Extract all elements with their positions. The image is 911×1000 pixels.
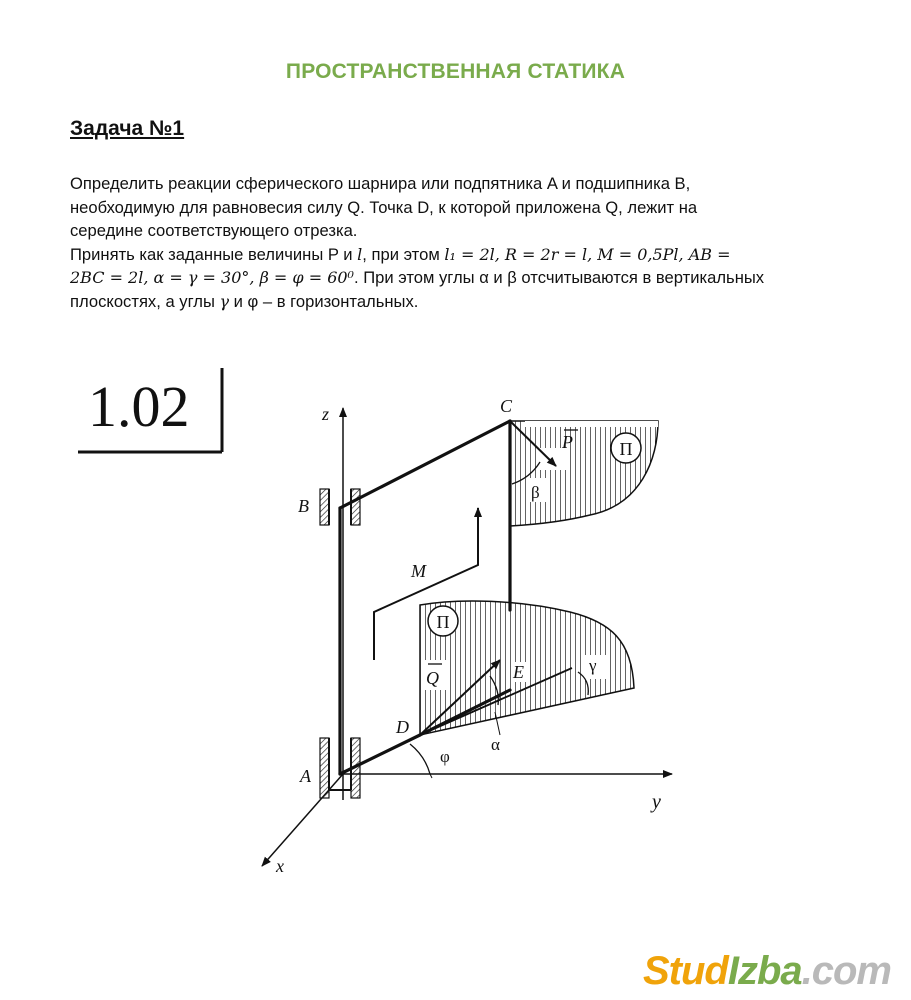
formula-1: l₁ = 2l, R = 2r = l, M = 0,5Pl, AB =: [444, 244, 731, 264]
task-line-6-gamma: γ: [219, 291, 230, 311]
label-d: D: [396, 717, 409, 737]
task-heading: Задача №1: [70, 117, 185, 140]
label-pi-lower: П: [436, 612, 450, 632]
page-title: ПРОСТРАНСТВЕННАЯ СТАТИКА: [285, 60, 626, 83]
task-line-5-b: . При этом углы α и β отсчитываются в вертикальных: [353, 268, 765, 287]
phi-arc: [410, 744, 430, 774]
task-line-6-a: плоскостях, а углы: [70, 291, 220, 311]
x-axis: [262, 774, 343, 866]
label-z: z: [322, 404, 330, 424]
label-m: M: [411, 561, 426, 581]
task-line-3: середине соответствующего отрезка.: [70, 221, 358, 240]
formula-2: 2BC = 2l, α = γ = 30°, β = φ = 60⁰: [70, 268, 354, 287]
task-line-4-a: Принять как заданные величины P и: [70, 244, 358, 264]
task-line-5: [70, 266, 860, 290]
task-line-4-b: , при этом: [362, 244, 445, 264]
figure-number: 1.02: [88, 374, 190, 439]
label-b: B: [298, 496, 309, 516]
mechanics-diagram: [70, 360, 710, 880]
task-text: [70, 172, 860, 313]
label-c: C: [500, 396, 513, 416]
watermark-logo: [643, 949, 891, 994]
watermark-part-1: Stud: [642, 949, 728, 993]
label-pi-upper: П: [619, 439, 633, 459]
task-line-1: Определить реакции сферического шарнира или подпятника A и подшипника B,: [70, 174, 691, 193]
watermark-part-3: .com: [801, 949, 891, 993]
task-line-4-l: l: [357, 244, 363, 264]
label-gamma: γ: [589, 656, 597, 675]
label-phi: φ: [440, 747, 450, 766]
watermark-part-2: Izba: [727, 949, 802, 993]
label-beta: β: [531, 483, 540, 502]
task-line-4: [70, 243, 860, 267]
label-q: Q: [426, 668, 439, 688]
label-x: x: [276, 856, 284, 876]
label-a: A: [300, 766, 311, 786]
task-line-6-b: и φ – в горизонтальных.: [229, 291, 419, 311]
task-line-2: необходимую для равновесия силу Q. Точка D, к которой приложена Q, лежит на: [70, 197, 698, 217]
figure-number-box: [78, 368, 222, 452]
task-line-6: [70, 290, 860, 314]
label-p: P: [562, 432, 573, 452]
label-alpha: α: [491, 735, 500, 754]
label-y: y: [652, 791, 661, 813]
label-e: E: [513, 662, 524, 682]
